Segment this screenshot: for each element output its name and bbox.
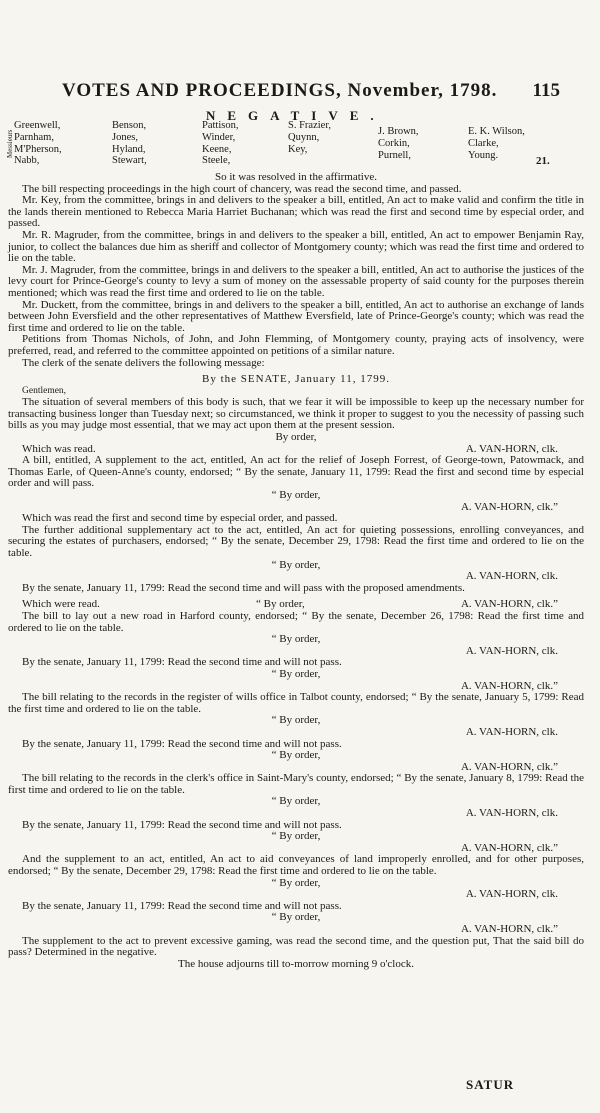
- senate-dateline: By the SENATE, January 11, 1799.: [201, 373, 391, 386]
- by-order: “ By order,: [271, 714, 321, 727]
- member-name: S. Frazier,: [288, 120, 332, 131]
- clerk-signature: A. VAN-HORN, clk.”: [460, 679, 558, 692]
- page-header: [62, 80, 562, 106]
- member-name: Stewart,: [112, 155, 147, 167]
- paragraph: The clerk of the senate delivers the following message:: [22, 356, 265, 369]
- member-name: Winder,: [202, 131, 236, 143]
- paragraph: The bill relating to the records in the clerk's office in Saint-Mary's county, endorsed; “ By the senate, January 8, 1799: Read the first time and ordered to lie on the table.: [8, 772, 584, 796]
- signature-line: [8, 808, 584, 820]
- by-order: “ By order,: [271, 558, 321, 571]
- member-name: E. K. Wilson,: [468, 126, 525, 137]
- clerk-signature: A. VAN-HORN, clk.”: [460, 598, 558, 611]
- by-order: “ By order,: [271, 749, 321, 762]
- paragraph: Mr. R. Magruder, from the committee, brings in and delivers to the speaker a bill, entitled, An act to empower Benjamin Ray, junior, to collect the balances due him as sheriff and collector of Montgomery county; which was read the first time and ordered to lie on the table.: [8, 228, 584, 265]
- by-order: “ By order,: [271, 489, 321, 502]
- clerk-signature: A. VAN-HORN, clk.”: [460, 500, 558, 513]
- member-name: Quynn,: [288, 131, 320, 143]
- paragraph: The bill relating to the records in the register of wills office in Talbot county, endorsed; “ By the senate, January 5, 1799: Read the first time and ordered to lie on the table.: [8, 691, 584, 715]
- member-name: Nabb,: [14, 155, 40, 167]
- salutation: Gentlemen,: [22, 385, 67, 396]
- member-name: Keene,: [202, 143, 232, 155]
- paragraph: Mr. Duckett, from the committee, brings in and delivers to the speaker a bill, entitled, An act to authorise an exchange of lands between John Eversfield and the other representatives of Matthew Eversfield, late of Prince-George's county; which was read the first time and ordered to lie on the table.: [8, 298, 584, 334]
- name-column: [202, 120, 238, 167]
- messrs-side-label: Messieurs: [6, 129, 14, 159]
- name-column: [288, 120, 331, 155]
- clerk-signature: A. VAN-HORN, clk.”: [460, 923, 558, 935]
- paragraph: Petitions from Thomas Nichols, of John, and John Flemming, of Montgomery county, praying acts of insolvency, were preferred, read, and referred to the committee appointed on petitions of a similar nature.: [8, 333, 584, 357]
- paragraph: The supplement to the act to prevent excessive gaming, was read the second time, and the question put, That the said bill do pass? Determined in the negative.: [8, 934, 584, 959]
- clerk-signature: A. VAN-HORN, clk.: [465, 807, 558, 820]
- by-order: “ By order,: [271, 911, 321, 924]
- by-order: “ By order,: [271, 795, 321, 808]
- by-order: By order,: [275, 431, 317, 444]
- name-column: [14, 120, 62, 167]
- paragraph: A bill, entitled, A supplement to the act, entitled, An act for the relief of Joseph Forrest, of George-town, Patowmack, and Thomas Earle, of Queen-Anne's county, endorsed; “ By the senate, January 11, 1799: Read the first and second time by especial order and will pass.: [8, 454, 584, 490]
- name-column: [468, 126, 525, 161]
- name-column: [378, 126, 419, 161]
- paragraph: Which were read.: [22, 598, 100, 611]
- member-name: Steele,: [202, 155, 231, 167]
- paragraph: Which was read the first and second time by especial order, and passed.: [22, 512, 338, 525]
- member-name: Parnham,: [14, 131, 54, 143]
- running-title: VOTES AND PROCEEDINGS, November, 1798.: [62, 80, 498, 101]
- adjournment-line: The house adjourns till to-morrow morning 9 o'clock.: [178, 957, 414, 970]
- paragraph: By the senate, January 11, 1799: Read the second time and will not pass.: [22, 656, 342, 669]
- clerk-signature: A. VAN-HORN, clk.: [465, 570, 558, 583]
- member-name: Clarke,: [468, 137, 499, 149]
- clerk-signature: A. VAN-HORN, clk.: [465, 888, 558, 901]
- member-name: Benson,: [112, 120, 147, 131]
- by-order: “ By order,: [271, 876, 321, 889]
- clerk-signature: A. VAN-HORN, clk.”: [460, 841, 558, 854]
- vote-heading: NEGATIVE.: [206, 108, 386, 123]
- by-order: “ By order,: [271, 633, 321, 646]
- paragraph: The further additional supplementary act to the act, entitled, An act for quieting possessions, enrolling conveyances, and securing the estates of purchasers, endorsed; “ By the senate, December 29, 1798: Read the first time and ordered to lie on the table.: [8, 523, 584, 559]
- clerk-signature: A. VAN-HORN, clk.”: [460, 760, 558, 773]
- paragraph: By the senate, January 11, 1799: Read the second time and will not pass.: [22, 818, 342, 831]
- clerk-signature: A. VAN-HORN, clk.: [465, 725, 558, 738]
- member-name: J. Brown,: [378, 126, 419, 137]
- member-name: Key,: [288, 143, 308, 155]
- clerk-signature: A. VAN-HORN, clk.: [465, 442, 558, 455]
- by-order: “ By order,: [256, 598, 305, 611]
- signature-line: [8, 924, 584, 936]
- paragraph: Mr. J. Magruder, from the committee, brings in and delivers to the speaker a bill, entitled, An act to authorise the justices of the levy court for Prince-George's county to levy a sum of money on the assessable property of said county for the purposes therein mentioned; which was read the first time and ordered to lie on the table.: [8, 263, 584, 299]
- by-order: “ By order,: [271, 667, 321, 680]
- catchword: SATUR: [466, 1077, 515, 1092]
- member-name: Young.: [468, 149, 499, 161]
- name-column: [112, 120, 147, 167]
- by-order: “ By order,: [271, 830, 321, 843]
- member-name: Hyland,: [112, 143, 146, 155]
- senate-message: The situation of several members of this body is such, that we fear it will be impossible to keep up the necessary number for transacting business longer than Tuesday next; so circumstanced, we think it proper to suggest to you the necessity of passing such bills as you may judge most essential, that we may act upon them at the present session.: [8, 396, 584, 432]
- paragraph: By the senate, January 11, 1799: Read the second time and will pass with the proposed amendments.: [22, 581, 465, 594]
- page-number: 115: [532, 80, 560, 101]
- member-name: Jones,: [112, 131, 138, 143]
- paragraph: The bill respecting proceedings in the high court of chancery, was read the second time, and passed.: [22, 182, 462, 195]
- member-name: Greenwell,: [14, 120, 61, 131]
- paragraph: And the supplement to an act, entitled, An act to aid conveyances of land improperly enrolled, and for other purposes, endorsed; “ By the senate, December 29, 1798: Read the first time and ordered to lie on the table.: [8, 853, 584, 878]
- paragraph: Mr. Key, from the committee, brings in and delivers to the speaker a bill, entitled, An act to make valid and confirm the title in the lands therein mentioned to Rebecca Maria Harriet Buchanan; which was read the first and second time by especial order, and passed.: [8, 194, 584, 230]
- clerk-signature: A. VAN-HORN, clk.: [465, 644, 558, 657]
- paragraph: The bill to lay out a new road in Harford county, endorsed; “ By the senate, December 26, 1798: Read the first time and ordered to lie on the table.: [8, 609, 584, 634]
- paragraph: By the senate, January 11, 1799: Read the second time and will not pass.: [22, 737, 342, 750]
- vote-count: 21.: [536, 155, 550, 167]
- document-body: [8, 172, 584, 970]
- member-name: Pattison,: [202, 120, 239, 131]
- paragraph: By the senate, January 11, 1799: Read the second time and will not pass.: [22, 899, 342, 912]
- member-name: M'Pherson,: [14, 143, 62, 155]
- member-name: Corkin,: [378, 137, 410, 149]
- member-name: Purnell,: [378, 149, 411, 161]
- paragraph: Which was read.: [22, 442, 96, 455]
- signature-line: [8, 727, 584, 739]
- resolution-line: So it was resolved in the affirmative.: [214, 171, 377, 183]
